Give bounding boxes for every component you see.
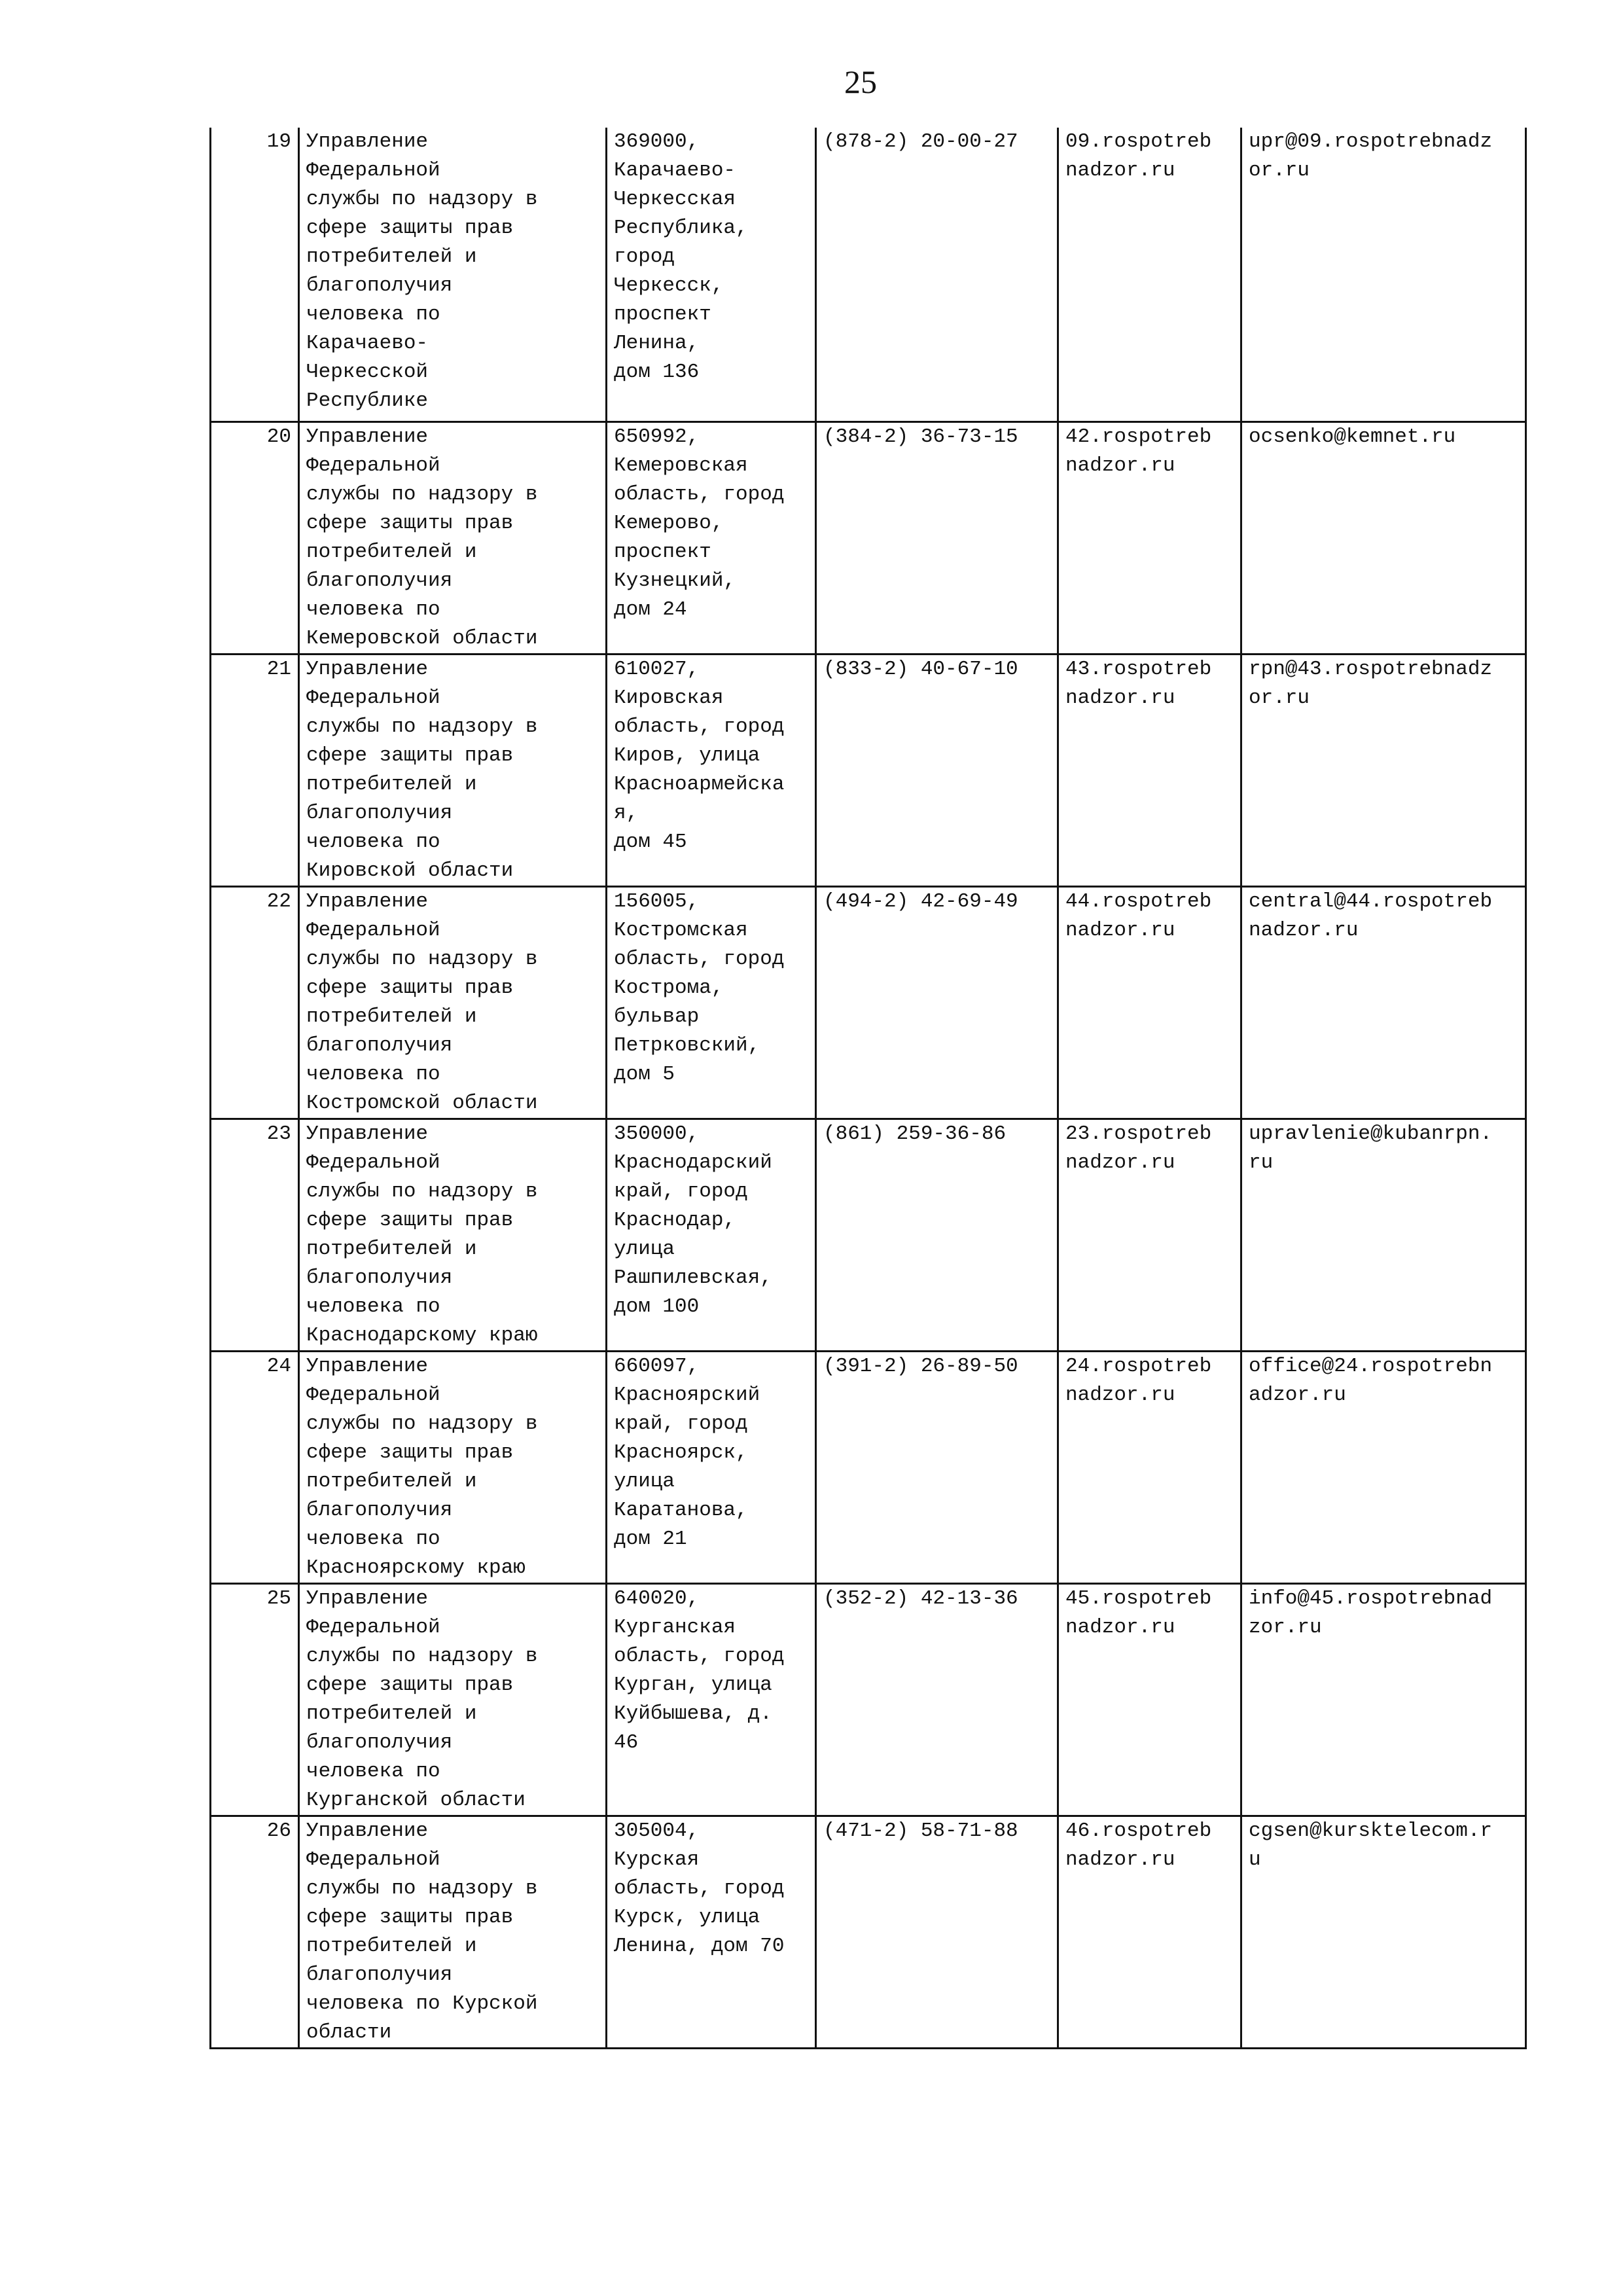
- row-number: 26: [211, 1816, 299, 2048]
- organization-website: 45.rospotreb nadzor.ru: [1058, 1583, 1241, 1816]
- organization-name: Управление Федеральной службы по надзору в сфере защиты прав потребителей и благополучия человека по Красноярскому краю: [299, 1351, 607, 1583]
- organization-address: 660097, Красноярский край, город Красноярск, улица Каратанова, дом 21: [607, 1351, 816, 1583]
- organization-website: 24.rospotreb nadzor.ru: [1058, 1351, 1241, 1583]
- row-number: 23: [211, 1119, 299, 1351]
- organization-email: ocsenko@kemnet.ru: [1241, 422, 1526, 654]
- table-row: [211, 422, 1526, 654]
- organization-phone: (861) 259-36-86: [816, 1119, 1058, 1351]
- organization-name: Управление Федеральной службы по надзору в сфере защиты прав потребителей и благополучия человека по Карачаево- Черкесской Республике: [299, 128, 607, 422]
- organization-email: upravlenie@kubanrpn. ru: [1241, 1119, 1526, 1351]
- row-number: 21: [211, 654, 299, 886]
- organization-address: 350000, Краснодарский край, город Краснодар, улица Рашпилевская, дом 100: [607, 1119, 816, 1351]
- organization-name: Управление Федеральной службы по надзору в сфере защиты прав потребителей и благополучия человека по Кемеровской области: [299, 422, 607, 654]
- row-number: 20: [211, 422, 299, 654]
- organization-email: central@44.rospotreb nadzor.ru: [1241, 886, 1526, 1119]
- organizations-table: [209, 128, 1527, 2049]
- table-row: [211, 886, 1526, 1119]
- organization-website: 09.rospotreb nadzor.ru: [1058, 128, 1241, 422]
- row-number: 19: [211, 128, 299, 422]
- organization-address: 640020, Курганская область, город Курган, улица Куйбышева, д. 46: [607, 1583, 816, 1816]
- table-row: [211, 1816, 1526, 2048]
- organization-website: 43.rospotreb nadzor.ru: [1058, 654, 1241, 886]
- organization-email: cgsen@kursktelecom.r u: [1241, 1816, 1526, 2048]
- table-row: [211, 1583, 1526, 1816]
- table-row: [211, 654, 1526, 886]
- organization-website: 23.rospotreb nadzor.ru: [1058, 1119, 1241, 1351]
- organization-name: Управление Федеральной службы по надзору в сфере защиты прав потребителей и благополучия человека по Курганской области: [299, 1583, 607, 1816]
- organization-phone: (391-2) 26-89-50: [816, 1351, 1058, 1583]
- organization-email: office@24.rospotrebn adzor.ru: [1241, 1351, 1526, 1583]
- organization-address: 305004, Курская область, город Курск, улица Ленина, дом 70: [607, 1816, 816, 2048]
- table-row: [211, 1351, 1526, 1583]
- organization-website: 46.rospotreb nadzor.ru: [1058, 1816, 1241, 2048]
- organization-name: Управление Федеральной службы по надзору в сфере защиты прав потребителей и благополучия человека по Краснодарскому краю: [299, 1119, 607, 1351]
- organization-phone: (471-2) 58-71-88: [816, 1816, 1058, 2048]
- table-row: [211, 1119, 1526, 1351]
- row-number: 22: [211, 886, 299, 1119]
- organization-address: 369000, Карачаево- Черкесская Республика, город Черкесск, проспект Ленина, дом 136: [607, 128, 816, 422]
- organization-website: 44.rospotreb nadzor.ru: [1058, 886, 1241, 1119]
- organization-email: rpn@43.rospotrebnadz or.ru: [1241, 654, 1526, 886]
- organization-phone: (833-2) 40-67-10: [816, 654, 1058, 886]
- organization-name: Управление Федеральной службы по надзору в сфере защиты прав потребителей и благополучия человека по Кировской области: [299, 654, 607, 886]
- organization-website: 42.rospotreb nadzor.ru: [1058, 422, 1241, 654]
- table-row: [211, 128, 1526, 422]
- organization-email: upr@09.rospotrebnadz or.ru: [1241, 128, 1526, 422]
- organization-phone: (494-2) 42-69-49: [816, 886, 1058, 1119]
- organization-address: 156005, Костромская область, город Кострома, бульвар Петрковский, дом 5: [607, 886, 816, 1119]
- page-number: 25: [844, 63, 877, 100]
- row-number: 24: [211, 1351, 299, 1583]
- row-number: 25: [211, 1583, 299, 1816]
- organization-address: 610027, Кировская область, город Киров, улица Красноармейска я, дом 45: [607, 654, 816, 886]
- organization-name: Управление Федеральной службы по надзору в сфере защиты прав потребителей и благополучия человека по Курской области: [299, 1816, 607, 2048]
- organization-phone: (384-2) 36-73-15: [816, 422, 1058, 654]
- organization-address: 650992, Кемеровская область, город Кемерово, проспект Кузнецкий, дом 24: [607, 422, 816, 654]
- organization-phone: (878-2) 20-00-27: [816, 128, 1058, 422]
- organization-name: Управление Федеральной службы по надзору в сфере защиты прав потребителей и благополучия человека по Костромской области: [299, 886, 607, 1119]
- organization-email: info@45.rospotrebnad zor.ru: [1241, 1583, 1526, 1816]
- organization-phone: (352-2) 42-13-36: [816, 1583, 1058, 1816]
